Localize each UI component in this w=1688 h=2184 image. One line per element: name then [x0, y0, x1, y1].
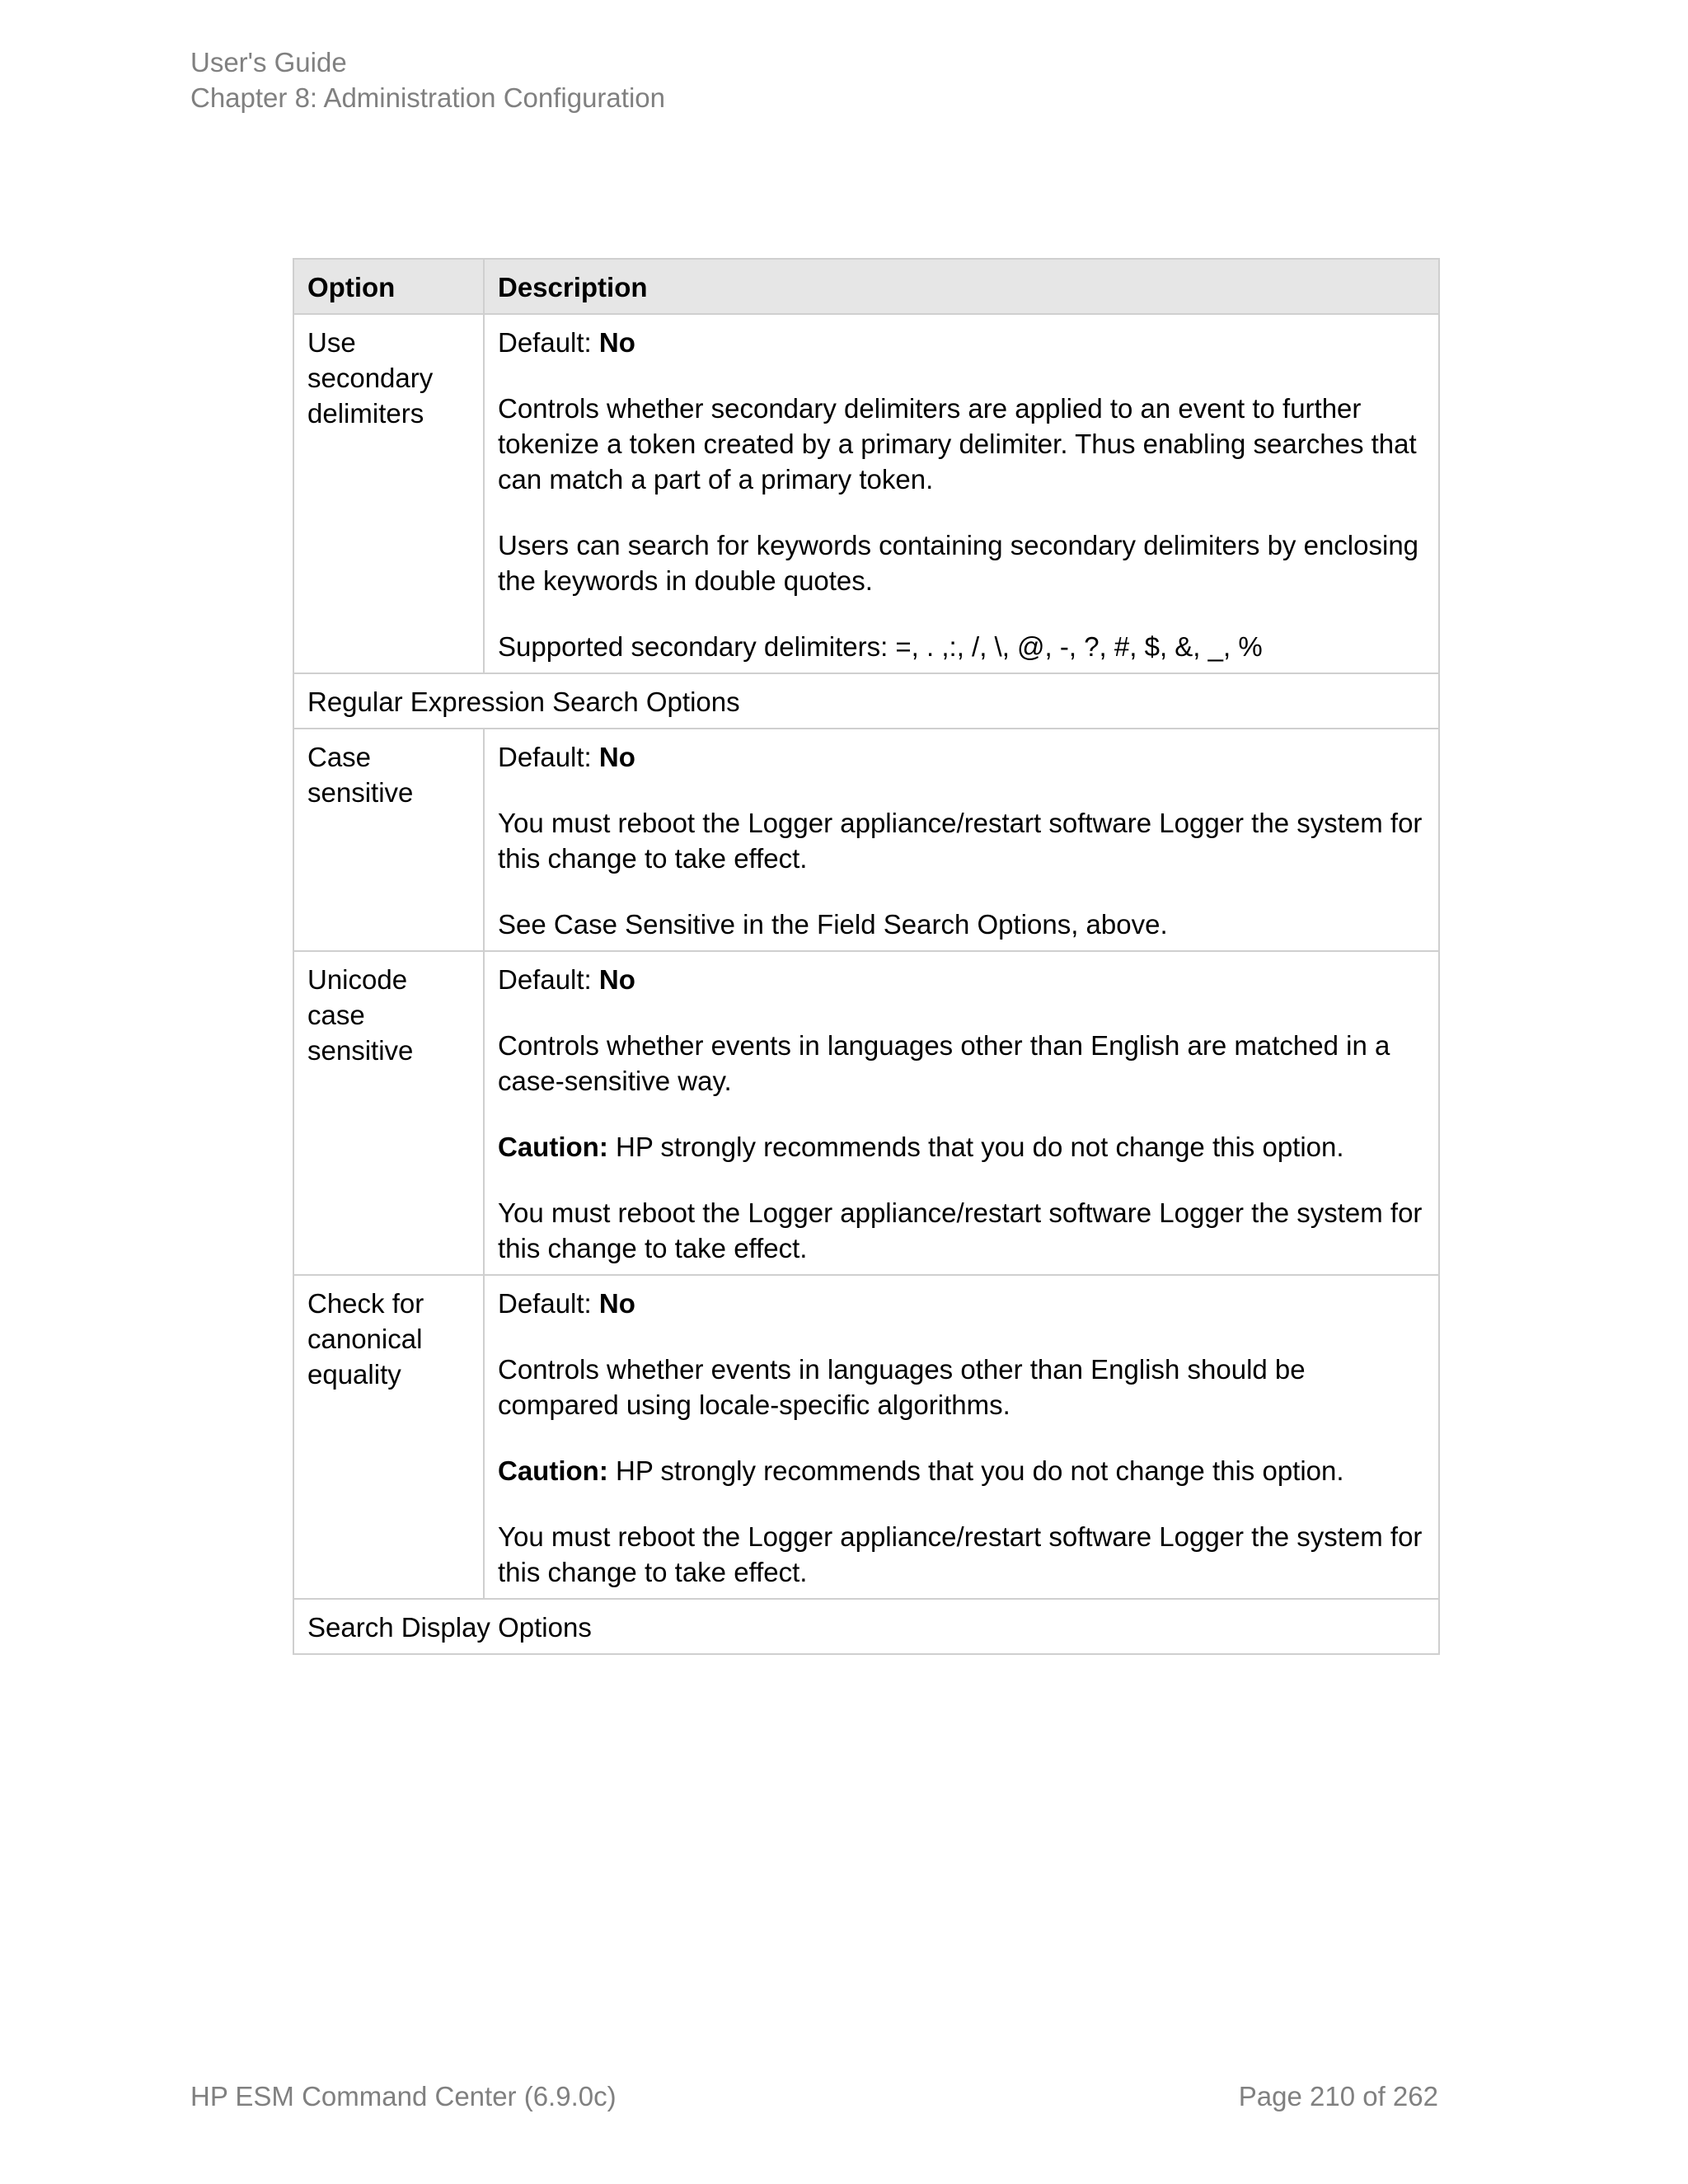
option-name: Check for canonical equality	[293, 1275, 484, 1599]
option-description	[484, 314, 1439, 673]
description-paragraph: Controls whether secondary delimiters are applied to an event to further tokenize a token created by a primary delimiter. Thus enabling searches that can match a part of a primary token.	[498, 393, 1417, 494]
table-row	[293, 951, 1439, 1275]
default-line	[498, 739, 1425, 775]
default-label: Default:	[498, 327, 592, 358]
caution-label: Caution:	[498, 1455, 608, 1486]
option-description	[484, 951, 1439, 1275]
description-paragraph: Controls whether events in languages other than English should be compared using locale-specific algorithms.	[498, 1354, 1306, 1420]
column-header-description: Description	[484, 259, 1439, 314]
table-header-row	[293, 259, 1439, 314]
table-row	[293, 314, 1439, 673]
default-value: No	[598, 327, 635, 358]
description-paragraph: You must reboot the Logger appliance/restart software Logger the system for this change to take effect.	[498, 1521, 1423, 1587]
option-name: Use secondary delimiters	[293, 314, 484, 673]
default-label: Default:	[498, 742, 592, 772]
option-name: Case sensitive	[293, 729, 484, 951]
description-paragraph: You must reboot the Logger appliance/restart software Logger the system for this change to take effect.	[498, 1197, 1423, 1263]
section-row	[293, 1599, 1439, 1654]
footer-product: HP ESM Command Center (6.9.0c)	[190, 2081, 617, 2111]
option-description	[484, 1275, 1439, 1599]
section-title: Search Display Options	[293, 1599, 1439, 1654]
section-title: Regular Expression Search Options	[293, 673, 1439, 729]
option-name: Unicode case sensitive	[293, 951, 484, 1275]
default-line	[498, 962, 1425, 997]
table-row	[293, 1275, 1439, 1599]
caution-text: HP strongly recommends that you do not change this option.	[615, 1132, 1344, 1162]
column-header-option: Option	[293, 259, 484, 314]
description-paragraph: You must reboot the Logger appliance/restart software Logger the system for this change to take effect.	[498, 808, 1423, 874]
default-value: No	[598, 964, 635, 995]
caution-line	[498, 1453, 1425, 1488]
guide-title: User's Guide	[190, 47, 347, 77]
default-label: Default:	[498, 1288, 592, 1319]
options-table	[293, 258, 1440, 1655]
default-label: Default:	[498, 964, 592, 995]
default-line	[498, 1286, 1425, 1321]
table-row	[293, 729, 1439, 951]
option-description	[484, 729, 1439, 951]
section-row	[293, 673, 1439, 729]
default-line	[498, 325, 1425, 360]
running-header	[190, 45, 665, 115]
description-paragraph: Users can search for keywords containing secondary delimiters by enclosing the keywords in double quotes.	[498, 530, 1419, 596]
caution-line	[498, 1129, 1425, 1165]
default-value: No	[598, 1288, 635, 1319]
description-paragraph: Controls whether events in languages other than English are matched in a case-sensitive way.	[498, 1030, 1390, 1096]
caution-label: Caution:	[498, 1132, 608, 1162]
chapter-title: Chapter 8: Administration Configuration	[190, 82, 665, 113]
description-paragraph: See Case Sensitive in the Field Search Options, above.	[498, 909, 1168, 940]
footer-page-number: Page 210 of 262	[1238, 2081, 1438, 2111]
description-paragraph: Supported secondary delimiters: =, . ,:, /, \, @, -, ?, #, $, &, _, %	[498, 631, 1263, 662]
caution-text: HP strongly recommends that you do not change this option.	[615, 1455, 1344, 1486]
default-value: No	[598, 742, 635, 772]
